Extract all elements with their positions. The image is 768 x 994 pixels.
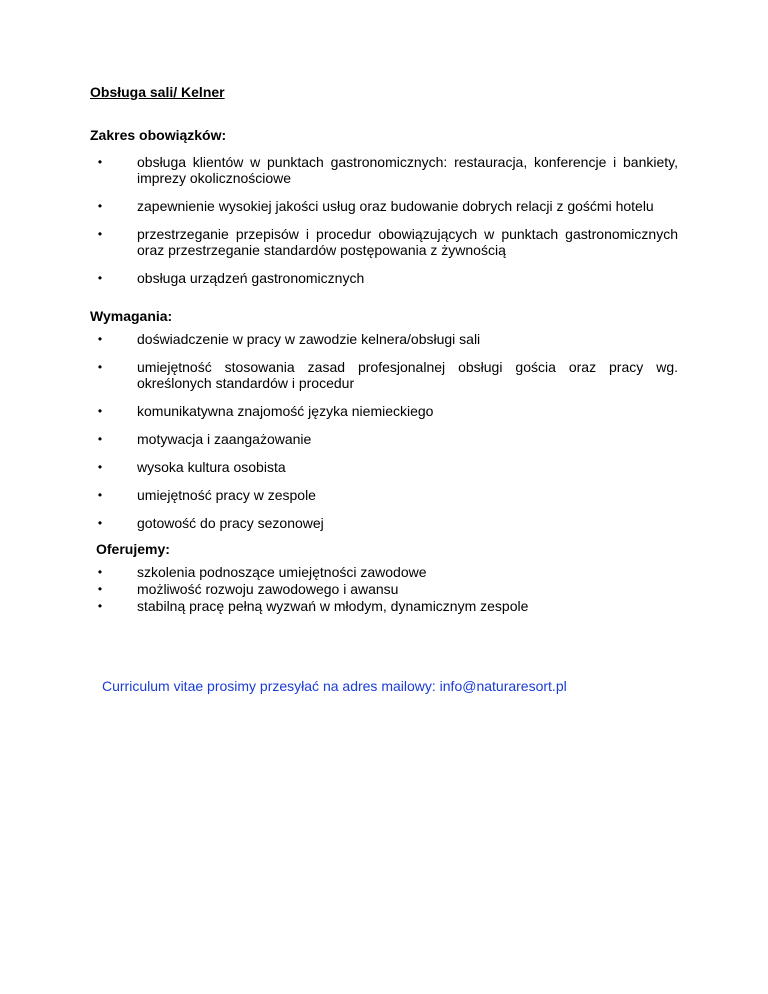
heading-zakres-obowiazkow: Zakres obowiązków: <box>90 127 227 143</box>
list-item <box>90 487 678 503</box>
list-item-text: komunikatywna znajomość języka niemieckiego <box>137 403 434 419</box>
list-item-text: stabilną pracę pełną wyzwań w młodym, dynamicznym zespole <box>137 598 529 614</box>
list-item <box>90 598 678 614</box>
list-item <box>90 359 678 391</box>
list-item-text: obsługa urządzeń gastronomicznych <box>137 270 365 286</box>
list-item-text: możliwość rozwoju zawodowego i awansu <box>137 581 399 597</box>
list-item-text: doświadczenie w pracy w zawodzie kelnera/obsługi sali <box>137 331 481 347</box>
list-item-text: obsługa klientów w punktach gastronomicznych: restauracja, konferencje i bankiety, imprezy okolicznościowe <box>137 154 678 186</box>
list-item <box>90 581 678 597</box>
bullet-icon: • <box>97 460 103 474</box>
list-item <box>90 154 678 186</box>
list-zakres-obowiazkow <box>90 154 678 298</box>
list-item <box>90 270 678 286</box>
bullet-icon: • <box>97 582 103 596</box>
contact-line: Curriculum vitae prosimy przesyłać na adres mailowy: info@naturaresort.pl <box>102 678 567 694</box>
bullet-icon: • <box>97 488 103 502</box>
list-item-text: szkolenia podnoszące umiejętności zawodowe <box>137 564 427 580</box>
list-item-text: przestrzeganie przepisów i procedur obowiązujących w punktach gastronomicznych oraz przestrzeganie standardów postępowania z żywnością <box>137 226 678 258</box>
list-item <box>90 515 678 531</box>
bullet-icon: • <box>97 360 103 374</box>
list-wymagania <box>90 331 678 543</box>
heading-oferujemy: Oferujemy: <box>96 541 170 557</box>
bullet-icon: • <box>97 404 103 418</box>
bullet-icon: • <box>97 432 103 446</box>
list-item <box>90 331 678 347</box>
list-item <box>90 226 678 258</box>
bullet-icon: • <box>97 599 103 613</box>
list-oferujemy <box>90 564 678 615</box>
document-title: Obsługa sali/ Kelner <box>90 84 225 100</box>
list-item <box>90 431 678 447</box>
bullet-icon: • <box>97 155 103 169</box>
list-item-text: gotowość do pracy sezonowej <box>137 515 324 531</box>
list-item-text: zapewnienie wysokiej jakości usług oraz budowanie dobrych relacji z gośćmi hotelu <box>137 198 654 214</box>
list-item-text: motywacja i zaangażowanie <box>137 431 312 447</box>
bullet-icon: • <box>97 227 103 241</box>
list-item-text: umiejętność pracy w zespole <box>137 487 316 503</box>
bullet-icon: • <box>97 516 103 530</box>
list-item-text: wysoka kultura osobista <box>137 459 286 475</box>
bullet-icon: • <box>97 565 103 579</box>
list-item <box>90 198 678 214</box>
heading-wymagania: Wymagania: <box>90 308 173 324</box>
list-item <box>90 459 678 475</box>
bullet-icon: • <box>97 271 103 285</box>
list-item <box>90 403 678 419</box>
list-item <box>90 564 678 580</box>
list-item-text: umiejętność stosowania zasad profesjonalnej obsługi gościa oraz pracy wg. określonych standardów i procedur <box>137 359 678 391</box>
bullet-icon: • <box>97 199 103 213</box>
bullet-icon: • <box>97 332 103 346</box>
